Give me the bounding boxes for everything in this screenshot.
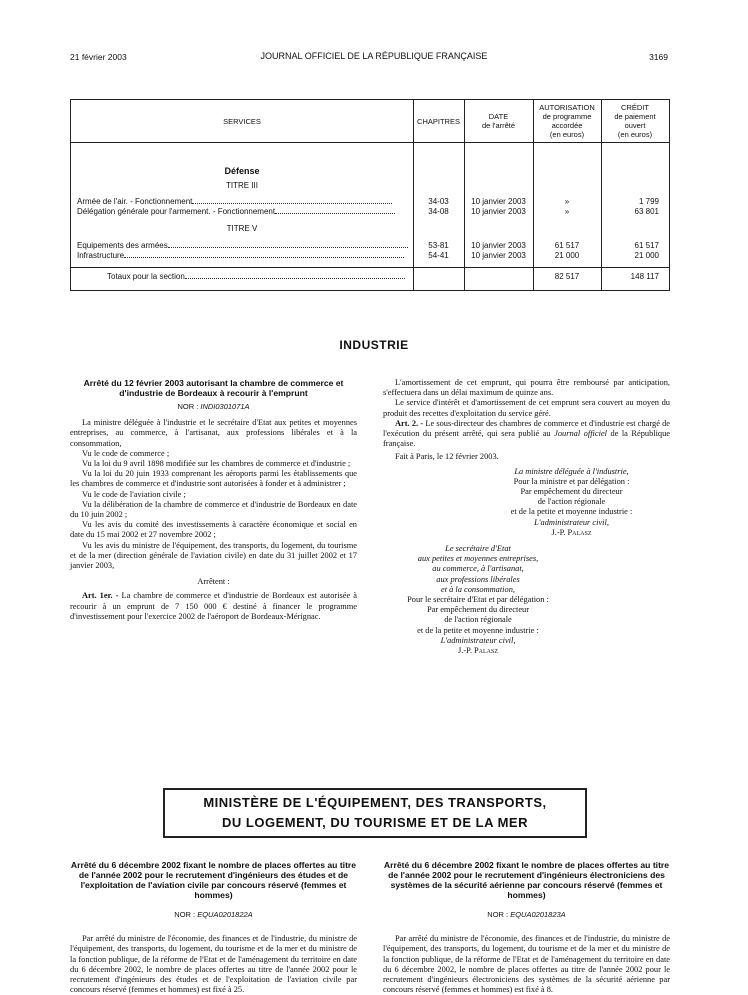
visa: Vu le code de commerce ; <box>82 448 170 458</box>
nor-line: NOR : EQUA0201822A <box>174 910 253 919</box>
visa: Vu la loi du 20 juin 1933 comprenant les aéroports parmi les établissements que les chambres de commerce et d'industrie sont autorisées à fonder et à administrer ; <box>70 469 357 489</box>
header-date: 21 février 2003 <box>70 52 127 62</box>
nor-line: NOR : EQUA0201823A <box>487 910 566 919</box>
signature-line: de l'action régionale <box>537 497 606 507</box>
signature-name: J.-P. Palasz <box>457 646 499 656</box>
signature-line: et de la petite et moyenne industrie : <box>510 507 633 517</box>
table-row-label: Infrastructure <box>77 251 409 261</box>
table-cell-auth: 21 000 <box>554 251 580 260</box>
header-page-number: 3169 <box>649 52 668 62</box>
signature-line: de l'action régionale <box>444 615 512 625</box>
article-2: Art. 2. - Le sous-directeur des chambres de commerce et d'industrie est chargé de l'exécution du présent arrêté, qui sera publié au Journal officiel de la République française. <box>383 418 671 449</box>
signature-line: Pour le secrétaire d'Etat et par délégation : <box>407 595 549 605</box>
visa: Vu la loi du 9 avril 1898 modifiée sur les chambres de commerce et d'industrie ; <box>82 459 351 469</box>
table-cell-date: 10 janvier 2003 <box>471 241 526 250</box>
titre-v: TITRE V <box>226 224 258 233</box>
table-cell-credit: 1 799 <box>638 197 659 206</box>
col-header-autorisation: AUTORISATION de programme accordée (en euros) <box>539 103 595 139</box>
article-1: Art. 1er. - La chambre de commerce et d'industrie de Bordeaux est autorisée à recourir à un emprunt de 7 150 000 € destiné à financer le programme d'investissement pour l'exercice 2002 de l'aéroport de Bordeaux-Mérignac. <box>70 591 357 621</box>
col-header-services: SERVICES <box>223 117 261 126</box>
signature-line: et à la consommation, <box>441 584 515 594</box>
table-row-label: Armée de l'air. - Fonctionnement <box>77 197 409 207</box>
table-cell-date: 10 janvier 2003 <box>471 197 526 206</box>
signature-block-ministre <box>473 467 670 528</box>
visa: Vu les avis du comité des investissements à caractère économique et social en date du 15 mai 2002 et 27 novembre 2002 ; <box>70 520 357 540</box>
fait-a: Fait à Paris, le 12 février 2003. <box>395 452 499 462</box>
arrete-concours-aviation <box>70 860 357 995</box>
signature-line: Pour la ministre et par délégation : <box>513 476 630 486</box>
table-total-credit: 148 117 <box>630 272 659 281</box>
arrete-industrie-left <box>70 378 357 622</box>
table-cell-auth: » <box>564 207 570 216</box>
table-cell-auth: » <box>564 197 570 206</box>
visa: Vu le code de l'aviation civile ; <box>82 489 186 499</box>
table-cell-credit: 63 801 <box>634 207 659 216</box>
table-cell-credit: 21 000 <box>634 251 659 260</box>
table-cell-chapitre: 53-81 <box>428 241 449 250</box>
titre-iii: TITRE III <box>226 181 258 190</box>
col-header-credit: CRÉDIT de paiement ouvert (en euros) <box>614 103 656 139</box>
ministere-title-line1: MINISTÈRE DE L'ÉQUIPEMENT, DES TRANSPORTS, <box>203 795 547 810</box>
header-journal: JOURNAL OFFICIEL DE LA RÉPUBLIQUE FRANÇAISE <box>260 51 488 61</box>
credits-table <box>70 99 670 291</box>
arrete-title: Arrêté du 12 février 2003 autorisant la chambre de commerce et d'industrie de Bordeaux à recourir à l'emprunt <box>83 378 344 398</box>
visa: Vu les avis du ministre de l'équipement, des transports, du logement, du tourisme et de la mer (direction générale de l'aviation civile) en date du 31 juillet 2002 et 17 janvier 2003, <box>70 540 357 571</box>
signature-line: Par empêchement du directeur <box>520 487 623 497</box>
col-header-date: DATE de l'arrêté <box>481 112 516 130</box>
table-total-auth: 82 517 <box>554 272 580 281</box>
table-total-label: Totaux pour la section <box>107 272 409 282</box>
signature-block-secretaire <box>383 544 573 595</box>
paragraph: Par arrêté du ministre de l'économie, des finances et de l'industrie, du ministre de l'équipement, des transports, du logement, du tourisme et de la mer et du ministre de la fonction publique, de la réforme de l'Etat et de l'aménagement du territoire en date du 6 décembre 2002, le nombre de places offertes au titre de l'année 2002 pour le recrutement d'ingénieurs des études et de l'exploitation de l'aviation civile par concours réservé (femmes et hommes) est fixé à 25. <box>70 934 357 995</box>
table-row-label: Equipements des armées <box>77 241 409 251</box>
arrete-concours-electroniciens <box>383 860 670 995</box>
col-header-chapitres: CHAPITRES <box>417 117 460 126</box>
nor-line: NOR : INDI0301071A <box>177 402 250 411</box>
signature-line: L'administrateur civil, <box>440 635 516 645</box>
signature-line: aux petites et moyennes entreprises, <box>417 554 539 564</box>
arrete-title: Arrêté du 6 décembre 2002 fixant le nombre de places offertes au titre de l'année 2002 pour le recrutement d'ingénieurs des études et de l'exploitation de l'aviation civile par concours réservé (femmes et hommes) <box>70 860 357 900</box>
signature-line: au commerce, à l'artisanat, <box>432 564 524 574</box>
table-row-label: Délégation générale pour l'armement. - Fonctionnement <box>77 207 409 217</box>
arrete-title: Arrêté du 6 décembre 2002 fixant le nombre de places offertes au titre de l'année 2002 pour le recrutement d'ingénieurs électroniciens des systèmes de la sécurité aérienne par concours réservé (femmes et hommes) <box>383 860 670 900</box>
table-cell-credit: 61 517 <box>634 241 659 250</box>
table-cell-auth: 61 517 <box>554 241 580 250</box>
arretent: Arrêtent : <box>197 577 230 587</box>
signature-line: Le secrétaire d'Etat <box>445 544 511 554</box>
signature-line: aux professions libérales <box>436 574 520 584</box>
arrete-industrie-right <box>383 378 670 656</box>
ministere-title-box <box>163 788 587 838</box>
paragraph: L'amortissement de cet emprunt, qui pourra être remboursé par anticipation, s'effectuera dans un délai maximum de quinze ans. <box>383 378 670 398</box>
signature-block-delegation <box>383 595 573 646</box>
ministere-title-line2: DU LOGEMENT, DU TOURISME ET DE LA MER <box>222 815 528 830</box>
table-cell-chapitre: 34-08 <box>428 207 449 216</box>
paragraph: Par arrêté du ministre de l'économie, des finances et de l'industrie, du ministre de l'équipement, des transports, du logement, du tourisme et de la mer et du ministre de la fonction publique, de la réforme de l'Etat et de l'aménagement du territoire en date du 6 décembre 2002, le nombre de places offertes au titre de l'année 2002 pour le recrutement d'ingénieurs électroniciens des systèmes de la sécurité aérienne par concours réservé (femmes et hommes) est fixé à 8. <box>383 934 670 995</box>
signature-line: La ministre déléguée à l'industrie, <box>514 466 629 476</box>
table-cell-chapitre: 34-03 <box>428 197 449 206</box>
signature-name: J.-P. Palasz <box>551 527 592 537</box>
paragraph: Le service d'intérêt et d'amortissement de cet emprunt sera couvert au moyen du produit des recettes d'exploitation du service géré. <box>383 398 670 418</box>
visa: Vu la délibération de la chambre de commerce et d'industrie de Bordeaux en date du 10 juin 2002 ; <box>70 499 357 520</box>
table-cell-date: 10 janvier 2003 <box>471 207 526 216</box>
table-cell-date: 10 janvier 2003 <box>471 251 526 260</box>
signature-line: et de la petite et moyenne industrie : <box>417 625 539 635</box>
signature-line: Par empêchement du directeur <box>426 605 530 615</box>
table-cell-chapitre: 54-41 <box>428 251 449 260</box>
section-defense: Défense <box>224 166 260 176</box>
paragraph: La ministre déléguée à l'industrie et le secrétaire d'Etat aux petites et moyennes entreprises, au commerce, à l'artisanat, aux professions libérales et à la consommation, <box>70 418 357 448</box>
signature-line: L'administrateur civil, <box>534 517 609 527</box>
section-title-industrie: INDUSTRIE <box>339 338 409 352</box>
